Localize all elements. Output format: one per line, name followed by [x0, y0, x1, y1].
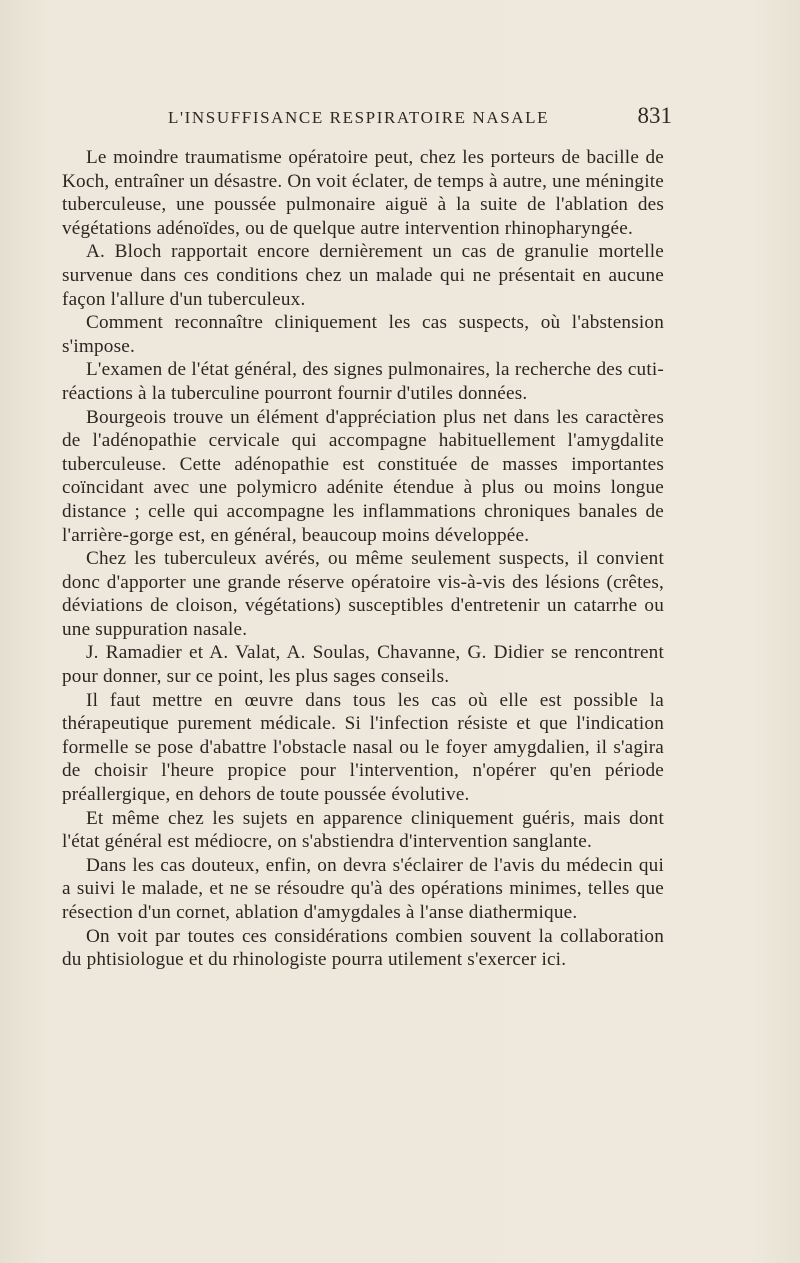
running-title: L'INSUFFISANCE RESPIRATOIRE NASALE [168, 108, 550, 127]
paragraph: L'examen de l'état général, des signes pulmonaires, la recherche des cuti-réactions à la tuberculine pourront fournir d'utiles données. [62, 359, 664, 404]
paragraph: On voit par toutes ces considérations combien souvent la collaboration du phtisiologue et du rhinologiste pourra utilement s'exercer ici. [62, 925, 664, 971]
paragraph: Et même chez les sujets en apparence cliniquement guéris, mais dont l'état général est médiocre, on s'abstiendra d'intervention sanglante. [62, 807, 664, 853]
paragraph: Le moindre traumatisme opératoire peut, chez les porteurs de bacille de Koch, entraîner un désastre. On voit éclater, de temps à autre, une méningite tuberculeuse, une poussée pulmonaire aiguë à la suite de l'ablation des végétations adénoïdes, ou de quelque autre intervention rhinopharyngée. [62, 147, 664, 239]
paragraph: A. Bloch rapportait encore dernièrement un cas de granulie mortelle survenue dans ces conditions chez un malade qui ne présentait en aucune façon l'allure d'un tuberculeux. [62, 241, 664, 310]
running-head [168, 103, 672, 129]
paragraph: Dans les cas douteux, enfin, on devra s'éclairer de l'avis du médecin qui a suivi le malade, et ne se résoudre qu'à des opérations minimes, telles que résection d'un cornet, ablation d'amygdales à l'anse diathermique. [62, 854, 664, 923]
body-text [62, 146, 664, 972]
paragraph: Comment reconnaître cliniquement les cas suspects, où l'abstension s'impose. [62, 312, 664, 357]
paragraph: J. Ramadier et A. Valat, A. Soulas, Chavanne, G. Didier se rencontrent pour donner, sur ce point, les plus sages conseils. [62, 642, 664, 688]
paragraph: Chez les tuberculeux avérés, ou même seulement suspects, il convient donc d'apporter une grande réserve opératoire vis-à-vis des lésions (crêtes, déviations de cloison, végétations) susceptibles d'entretenir un catarrhe ou une suppuration nasale. [62, 548, 664, 640]
page-number: 831 [637, 103, 672, 128]
paragraph: Bourgeois trouve un élément d'appréciation plus net dans les caractères de l'adénopathie cervicale qui accompagne habituellement l'amygdalite tuberculeuse. Cette adénopathie est constituée de masses importantes coïncidant avec une polymicro adénite étendue à plus ou moins longue distance ; celle qui accompagne les inflammations chroniques banales de l'arrière-gorge est, en général, beaucoup moins développée. [62, 406, 664, 546]
paragraph: Il faut mettre en œuvre dans tous les cas où elle est possible la thérapeutique purement médicale. Si l'infection résiste et que l'indication formelle se pose d'abattre l'obstacle nasal ou le foyer amygdalien, il s'agira de choisir l'heure propice pour l'intervention, n'opérer qu'en période préallergique, en dehors de toute poussée évolutive. [62, 689, 664, 806]
